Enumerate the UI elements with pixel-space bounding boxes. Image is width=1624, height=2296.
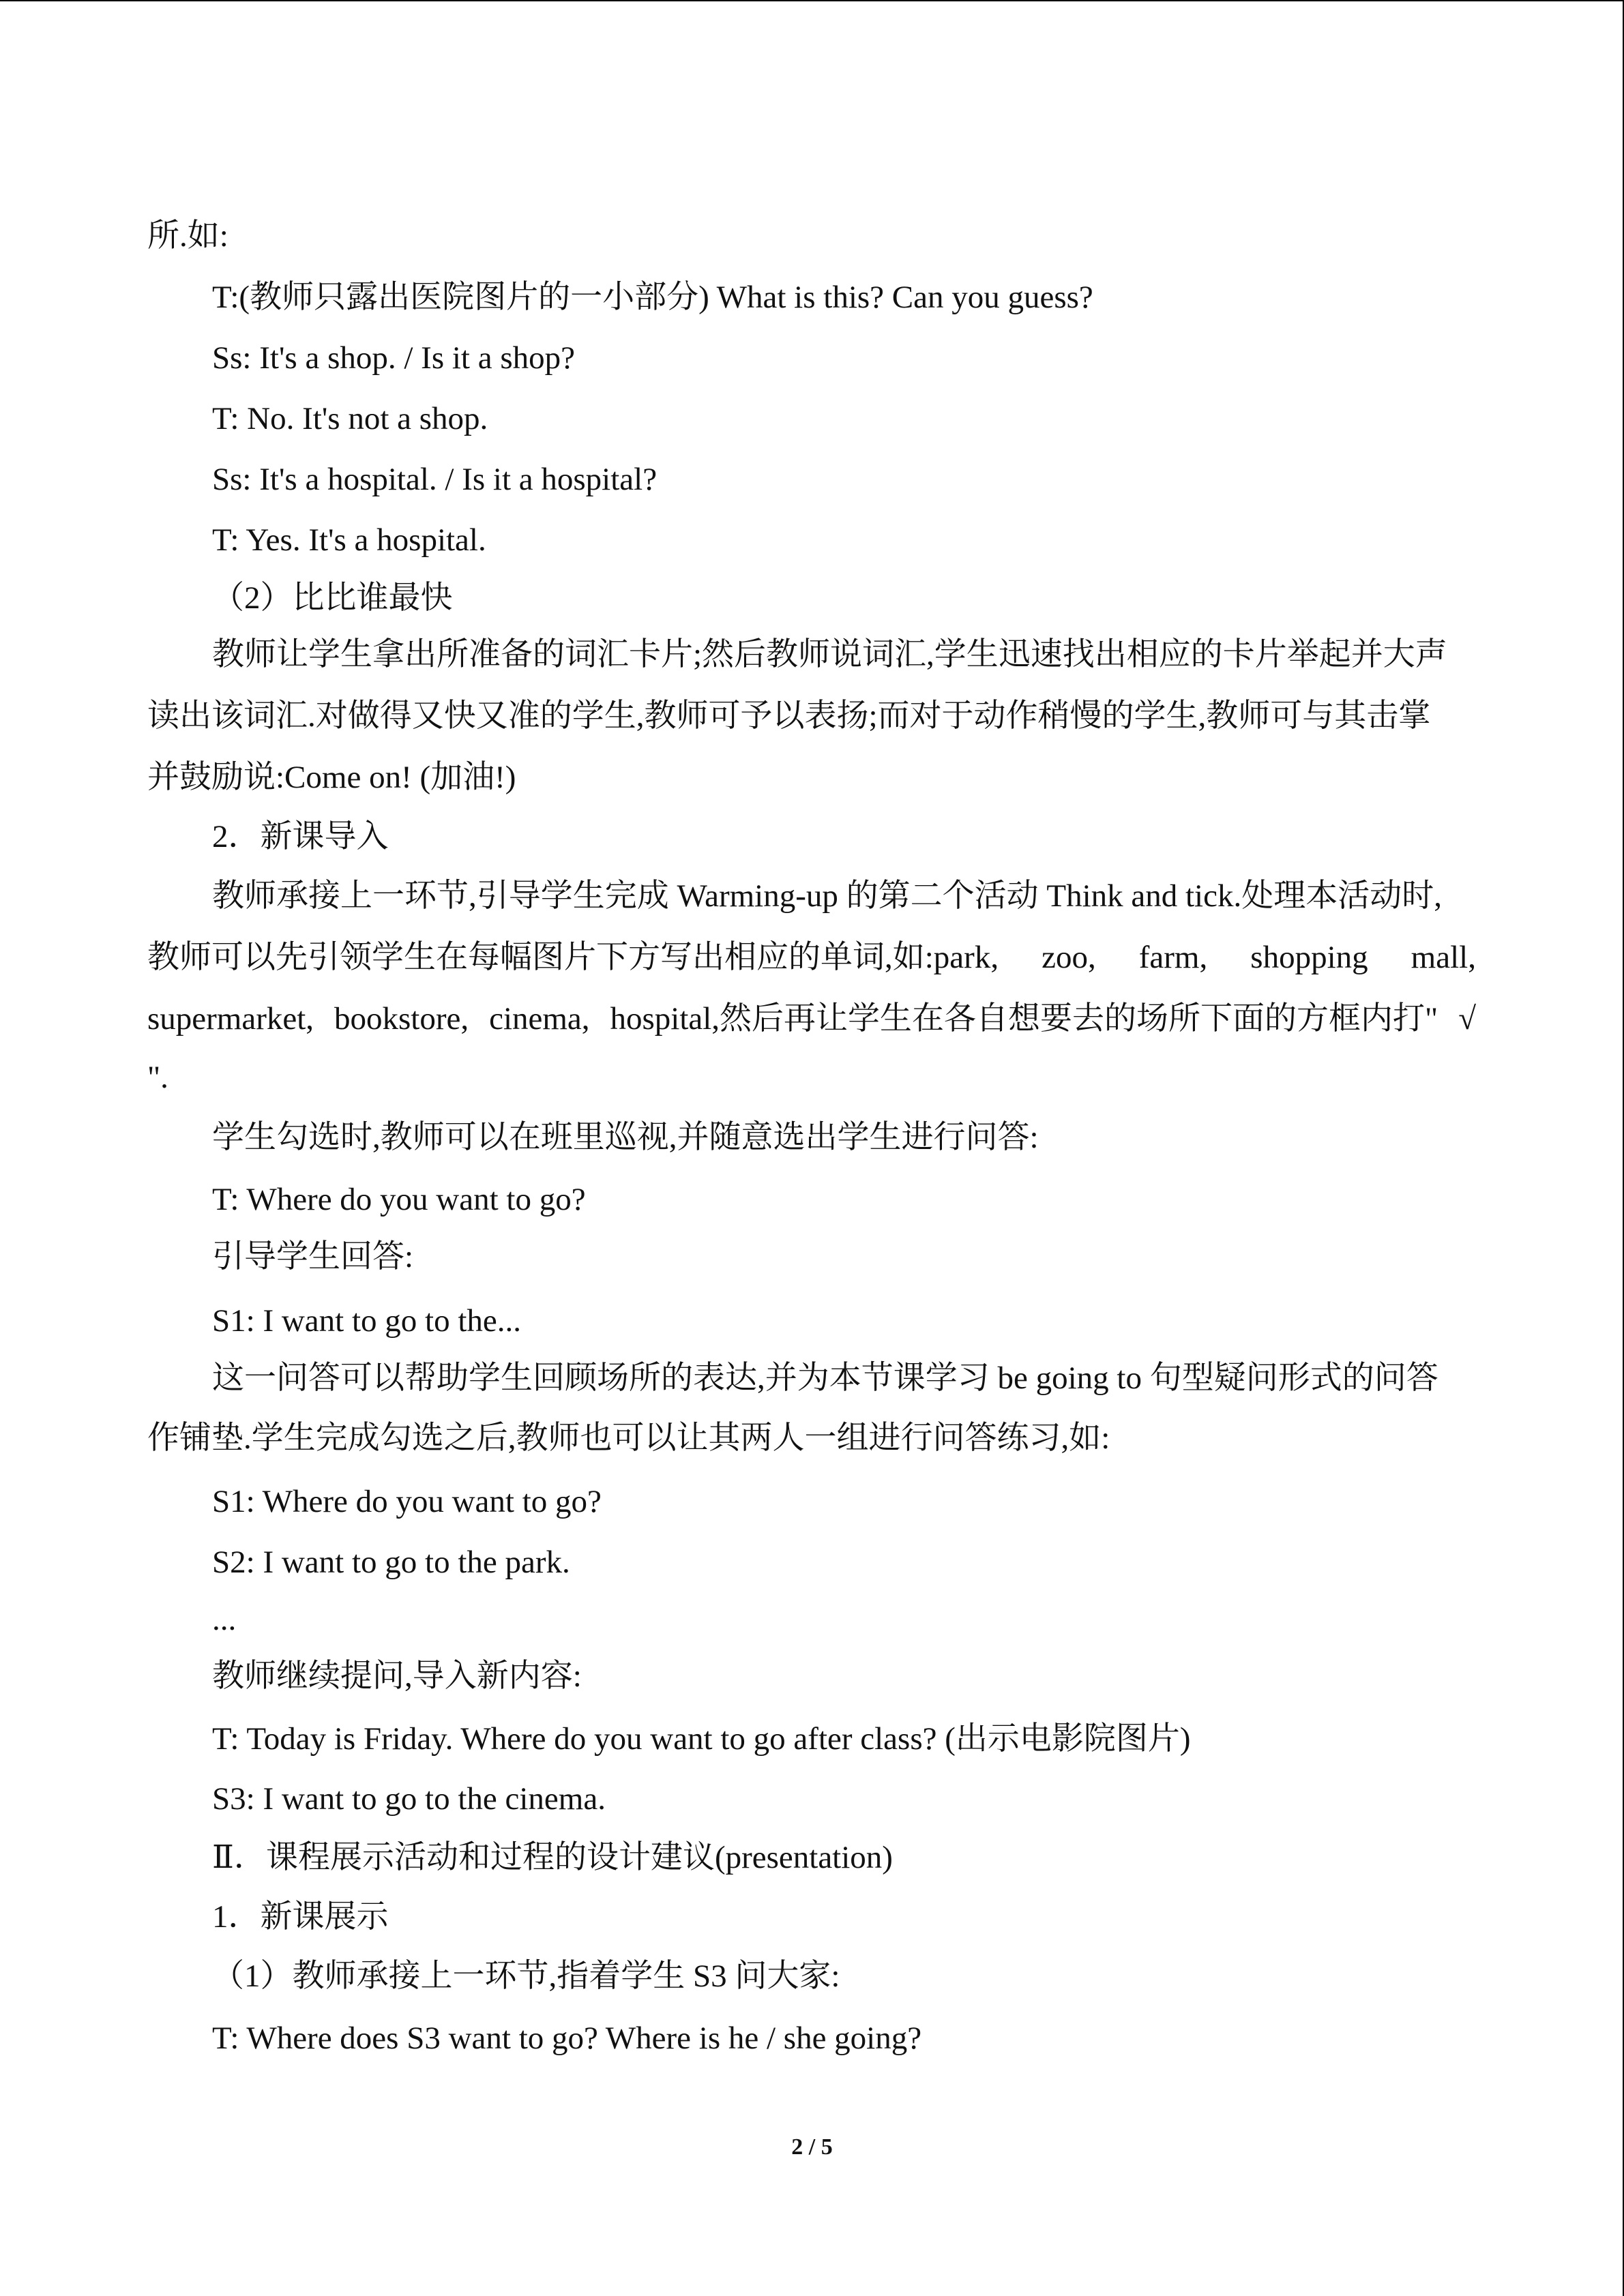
dialogue-line: T: Yes. It's a hospital. bbox=[212, 522, 486, 558]
justified-word: mall, bbox=[1411, 940, 1476, 975]
section-heading: 1．新课展示 bbox=[212, 1899, 389, 1935]
justified-word: farm, bbox=[1138, 940, 1208, 975]
justified-word: cinema, bbox=[489, 1001, 590, 1037]
justified-word: bookstore, bbox=[334, 1001, 469, 1037]
dialogue-line: S2: I want to go to the park. bbox=[212, 1545, 570, 1580]
paragraph-line: 教师让学生拿出所准备的词汇卡片;然后教师说词汇,学生迅速找出相应的卡片举起并大声 bbox=[212, 637, 1447, 672]
section-heading: 2．新课导入 bbox=[212, 819, 389, 854]
page-number: 2 / 5 bbox=[791, 2134, 833, 2160]
dialogue-line: T:(教师只露出医院图片的一小部分) What is this? Can you guess? bbox=[212, 280, 1093, 315]
paragraph-line: 引导学生回答: bbox=[212, 1239, 414, 1274]
dialogue-line: S3: I want to go to the cinema. bbox=[212, 1781, 606, 1817]
dialogue-line: S1: I want to go to the... bbox=[212, 1303, 521, 1339]
justified-line bbox=[147, 937, 1476, 978]
justified-word: zoo, bbox=[1042, 940, 1096, 975]
justified-word: 教师可以先引领学生在每幅图片下方写出相应的单词,如:park, bbox=[147, 940, 999, 975]
paragraph-line: （1）教师承接上一环节,指着学生 S3 问大家: bbox=[212, 1958, 840, 1994]
dialogue-line: S1: Where do you want to go? bbox=[212, 1484, 602, 1519]
justified-word: hospital,然后再让学生在各自想要去的场所下面的方框内打" bbox=[610, 1001, 1438, 1037]
dialogue-line: Ss: It's a hospital. / Is it a hospital? bbox=[212, 462, 658, 497]
paragraph-line: 教师继续提问,导入新内容: bbox=[212, 1658, 582, 1694]
paragraph-line: 教师承接上一环节,引导学生完成 Warming-up 的第二个活动 Think and tick.处理本活动时, bbox=[212, 878, 1442, 914]
paragraph-line: 作铺垫.学生完成勾选之后,教师也可以让其两人一组进行问答练习,如: bbox=[147, 1420, 1110, 1456]
paragraph-line: 这一问答可以帮助学生回顾场所的表达,并为本节课学习 be going to 句型疑问形式的问答 bbox=[212, 1360, 1438, 1396]
paragraph-line: 读出该词汇.对做得又快又准的学生,教师可予以表扬;而对于动作稍慢的学生,教师可与其击掌 bbox=[147, 698, 1431, 734]
subsection-heading: （2）比比谁最快 bbox=[212, 580, 453, 616]
justified-word: supermarket, bbox=[147, 1001, 314, 1037]
dialogue-line: T: Today is Friday. Where do you want to go after class? (出示电影院图片) bbox=[212, 1721, 1191, 1757]
paragraph-line: 所.如: bbox=[147, 218, 228, 254]
paragraph-line: ". bbox=[147, 1060, 168, 1095]
checkmark-glyph: √ bbox=[1458, 1001, 1476, 1037]
section-heading: Ⅱ．课程展示活动和过程的设计建议(presentation) bbox=[212, 1840, 893, 1875]
justified-word: shopping bbox=[1250, 940, 1368, 975]
justified-line bbox=[147, 998, 1476, 1039]
paragraph-line: 并鼓励说:Come on! (加油!) bbox=[147, 760, 516, 795]
dialogue-line: T: Where does S3 want to go? Where is he / she going? bbox=[212, 2021, 922, 2056]
dialogue-line: ... bbox=[212, 1602, 237, 1637]
dialogue-line: T: No. It's not a shop. bbox=[212, 401, 488, 436]
dialogue-line: Ss: It's a shop. / Is it a shop? bbox=[212, 340, 575, 376]
paragraph-line: 学生勾选时,教师可以在班里巡视,并随意选出学生进行问答: bbox=[212, 1120, 1039, 1155]
dialogue-line: T: Where do you want to go? bbox=[212, 1182, 586, 1217]
